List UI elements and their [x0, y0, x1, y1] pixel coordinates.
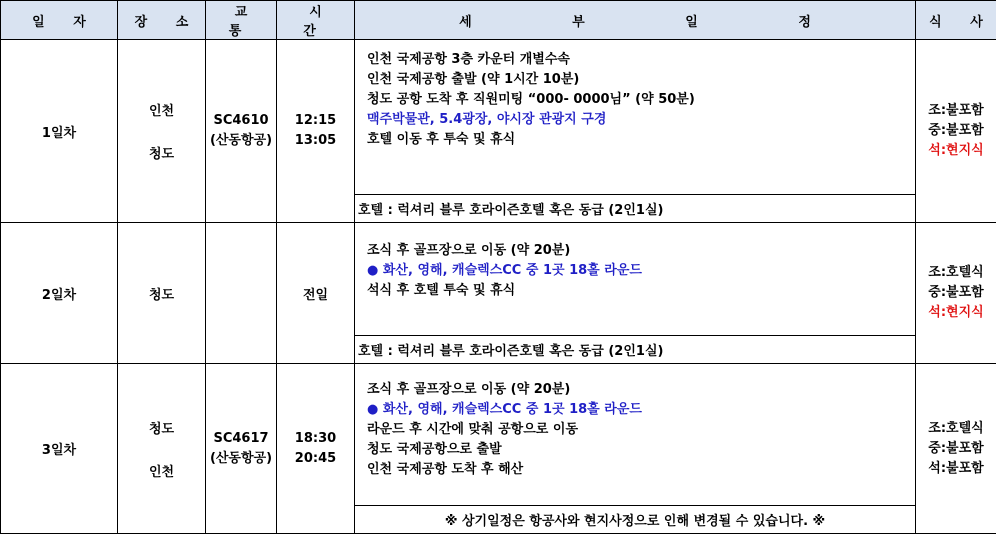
plan-item: 청도 공항 도착 후 직원미팅 “000- 0000님” (약 50분) — [367, 90, 915, 110]
meal-item: 석:현지식 — [916, 303, 996, 323]
plan-item: 조식 후 골프장으로 이동 (약 20분) — [367, 241, 915, 261]
time-item: 20:45 — [277, 449, 354, 469]
plan-item: 인천 국제공항 도착 후 해산 — [367, 460, 915, 480]
time-item: 전일 — [277, 284, 354, 303]
hotel-info: 호텔 : 럭셔리 블루 호라이즌호텔 혹은 동급 (2인1실) — [355, 336, 916, 364]
airline: (산동항공) — [206, 449, 276, 469]
place-cell — [118, 364, 206, 534]
meal-item: 중:불포함 — [916, 283, 996, 303]
meal-cell — [916, 223, 996, 364]
plan-item: ● 화산, 영해, 캐슬렉스CC 중 1곳 18홀 라운드 — [367, 261, 915, 281]
place-item: 청도 — [118, 284, 205, 303]
day-row — [1, 223, 996, 336]
transport-cell — [206, 40, 277, 223]
hotel-info: 호텔 : 럭셔리 블루 호라이즌호텔 혹은 동급 (2인1실) — [355, 195, 916, 223]
place-cell — [118, 40, 206, 223]
change-notice: ※ 상기일정은 항공사와 현지사정으로 인해 변경될 수 있습니다. ※ — [355, 506, 916, 534]
time-cell — [277, 223, 355, 364]
time-cell — [277, 364, 355, 534]
header-time: 시 간 — [277, 1, 355, 40]
meal-item: 석:현지식 — [916, 141, 996, 161]
place-item: 인천 — [118, 100, 205, 119]
day-cell: 3일차 — [1, 364, 118, 534]
header-transport: 교 통 — [206, 1, 277, 40]
plan-item: ● 화산, 영해, 캐슬렉스CC 중 1곳 18홀 라운드 — [367, 400, 915, 420]
header-meal: 식 사 — [916, 1, 996, 40]
flight-number: SC4617 — [206, 429, 276, 449]
meal-item: 중:불포함 — [916, 439, 996, 459]
meal-item: 조:호텔식 — [916, 419, 996, 439]
day-cell: 1일차 — [1, 40, 118, 223]
header-place: 장 소 — [118, 1, 206, 40]
plan-item: 인천 국제공항 3층 카운터 개별수속 — [367, 50, 915, 70]
meal-item: 석:불포함 — [916, 459, 996, 479]
meal-cell — [916, 364, 996, 534]
header-detail: 세 부 일 정 — [355, 1, 916, 40]
plan-item: 청도 국제공항으로 출발 — [367, 440, 915, 460]
transport-cell — [206, 223, 277, 364]
header-day: 일 자 — [1, 1, 118, 40]
time-cell — [277, 40, 355, 223]
flight-number: SC4610 — [206, 111, 276, 131]
place-cell — [118, 223, 206, 364]
plan-item: 조식 후 골프장으로 이동 (약 20분) — [367, 380, 915, 400]
plan-item: 라운드 후 시간에 맞춰 공항으로 이동 — [367, 420, 915, 440]
time-item: 18:30 — [277, 429, 354, 449]
place-item: 인천 — [118, 461, 205, 480]
plan-item: 호텔 이동 후 투숙 및 휴식 — [367, 130, 915, 150]
plan-cell — [355, 40, 916, 195]
time-item: 12:15 — [277, 111, 354, 131]
plan-item: 맥주박물관, 5.4광장, 야시장 관광지 구경 — [367, 110, 915, 130]
time-item: 13:05 — [277, 131, 354, 151]
meal-cell — [916, 40, 996, 223]
place-item: 청도 — [118, 143, 205, 162]
transport-cell — [206, 364, 277, 534]
day-row — [1, 364, 996, 506]
place-item: 청도 — [118, 418, 205, 437]
plan-cell — [355, 223, 916, 336]
airline: (산동항공) — [206, 131, 276, 151]
plan-item: 석식 후 호텔 투숙 및 휴식 — [367, 281, 915, 301]
meal-item: 조:호텔식 — [916, 263, 996, 283]
plan-item: 인천 국제공항 출발 (약 1시간 10분) — [367, 70, 915, 90]
day-row — [1, 40, 996, 195]
header-row — [1, 1, 996, 40]
meal-item: 중:불포함 — [916, 121, 996, 141]
plan-cell — [355, 364, 916, 506]
day-cell: 2일차 — [1, 223, 118, 364]
meal-item: 조:불포함 — [916, 101, 996, 121]
